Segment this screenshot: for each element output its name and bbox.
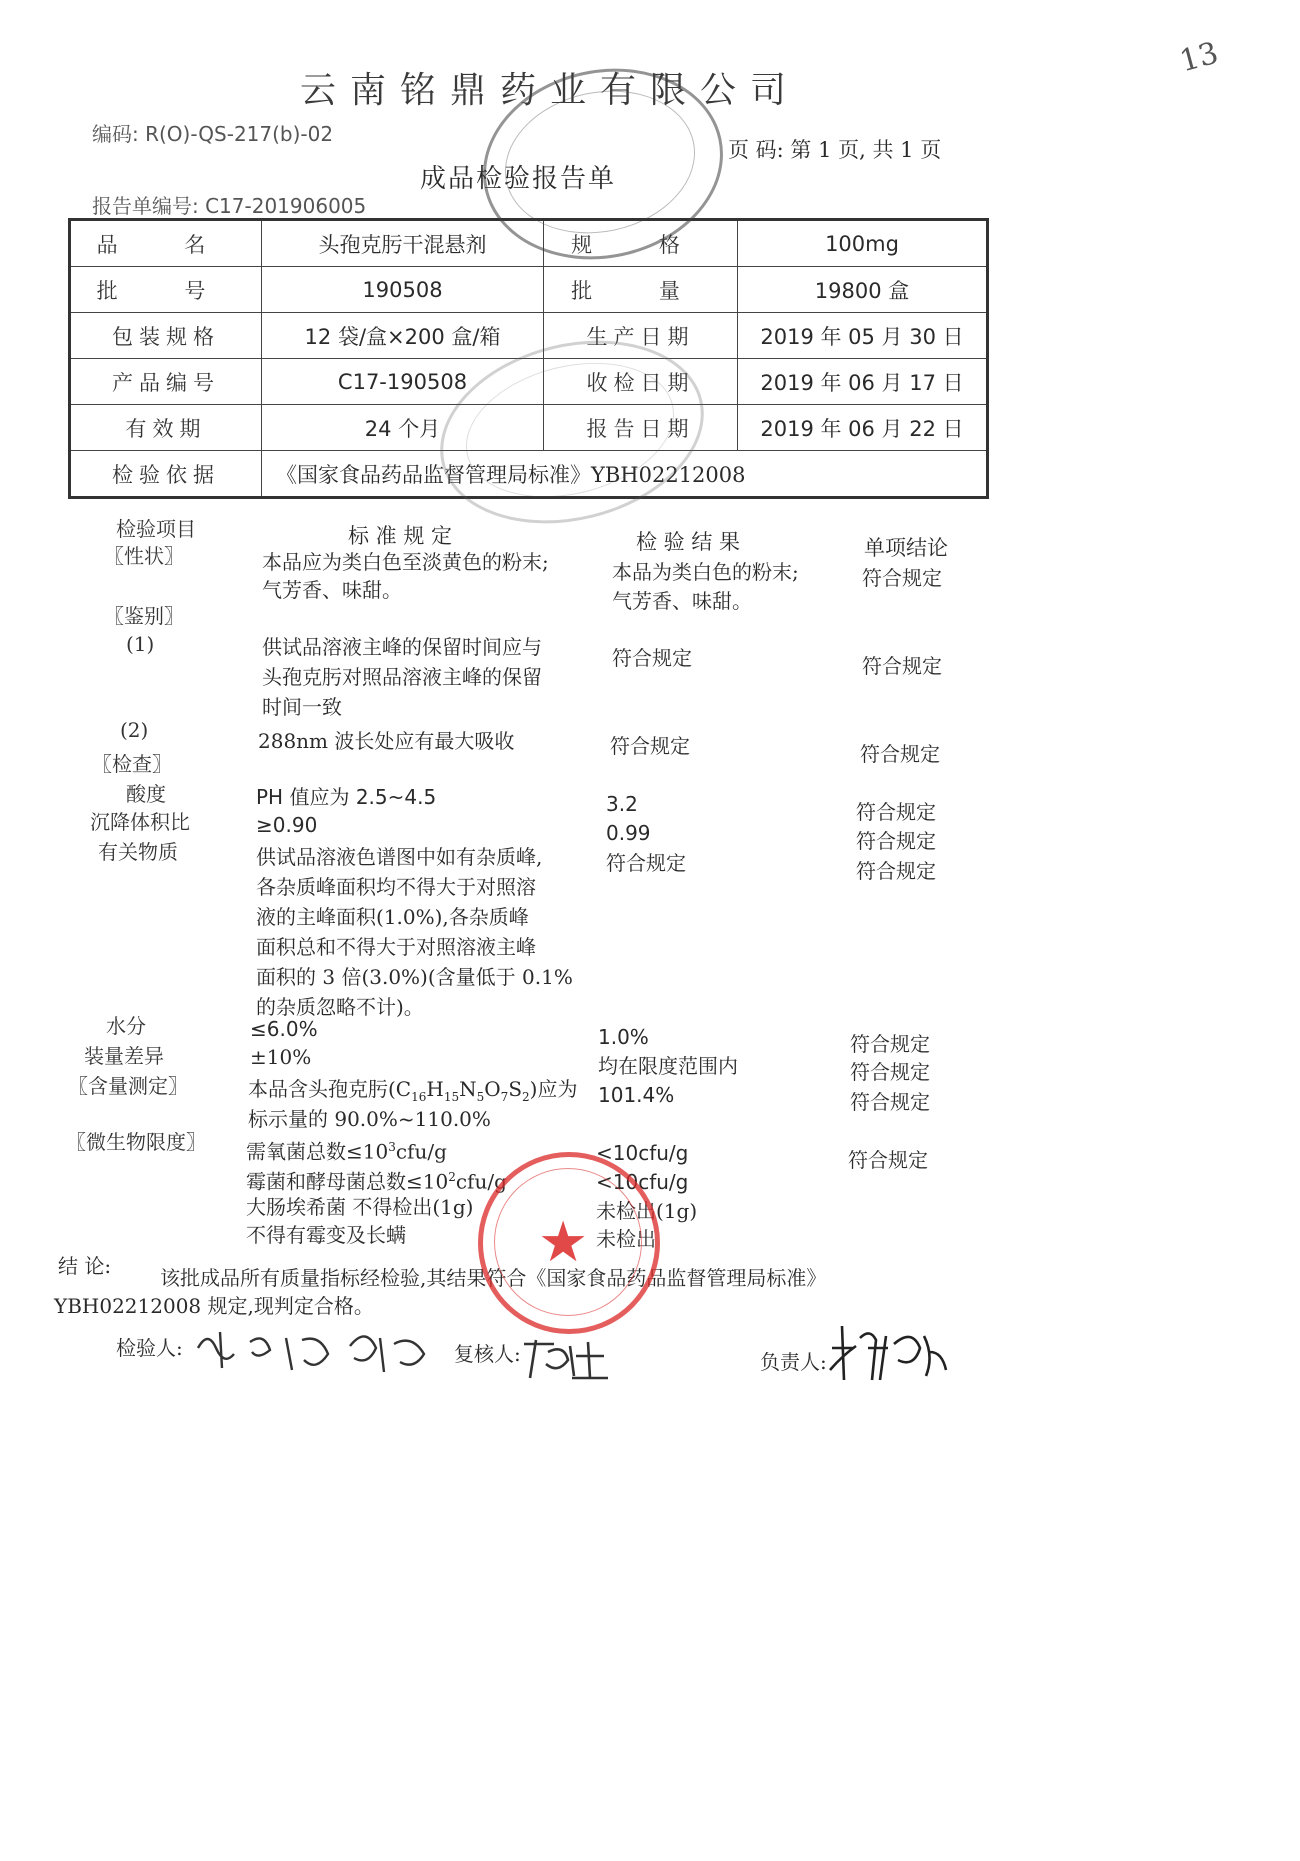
item-assay: 〖含量测定〗 xyxy=(68,1074,188,1098)
item-acidity: 酸度 xyxy=(126,782,166,806)
std-related-3: 液的主峰面积(1.0%),各杂质峰 xyxy=(256,905,529,929)
conclusion-text-2: YBH02212008 规定,现判定合格。 xyxy=(54,1294,374,1318)
exponent: 3 xyxy=(388,1140,396,1154)
table-row xyxy=(70,359,988,405)
std-assay-text-a: 本品含头孢克肟(C xyxy=(248,1077,412,1101)
formula-sub: 5 xyxy=(476,1090,485,1104)
std-related-1: 供试品溶液色谱图中如有杂质峰, xyxy=(256,845,543,869)
exponent: 2 xyxy=(448,1170,456,1184)
con-fill: 符合规定 xyxy=(850,1060,930,1084)
res-micro-4: 未检出 xyxy=(596,1227,656,1251)
report-date-value: 2019 年 06 月 22 日 xyxy=(738,405,988,451)
std-sediment: ≥0.90 xyxy=(256,813,318,837)
conclusion-label: 结 论: xyxy=(58,1254,112,1278)
formula-sub: 16 xyxy=(411,1090,427,1104)
std-related-5: 面积的 3 倍(3.0%)(含量低于 0.1% xyxy=(256,965,573,989)
batch-label: 批 号 xyxy=(70,267,262,313)
column-header-result: 检 验 结 果 xyxy=(636,530,741,554)
reviewer-label: 复核人: xyxy=(454,1342,521,1366)
package-label: 包装规格 xyxy=(70,313,262,359)
company-name: 云南铭鼎药业有限公司 xyxy=(299,70,800,111)
star-icon: ★ xyxy=(538,1210,589,1275)
std-micro-3: 大肠埃希菌 不得检出(1g) xyxy=(246,1195,474,1219)
con-water: 符合规定 xyxy=(850,1032,930,1056)
res-micro-2: <10cfu/g xyxy=(596,1170,689,1194)
product-name-label: 品 名 xyxy=(70,220,262,267)
std-micro-4: 不得有霉变及长螨 xyxy=(246,1223,406,1247)
manager-signature xyxy=(826,1318,952,1388)
std-micro-1-b: cfu/g xyxy=(395,1139,447,1164)
item-sediment: 沉降体积比 xyxy=(90,810,190,834)
product-code-value: C17-190508 xyxy=(262,359,544,405)
package-value: 12 袋/盒×200 盒/箱 xyxy=(262,313,544,359)
quantity-value: 19800 盒 xyxy=(738,267,988,313)
std-assay-2: 标示量的 90.0%~110.0% xyxy=(248,1107,491,1131)
std-id1-2: 头孢克肟对照品溶液主峰的保留 xyxy=(262,665,542,689)
spec-label: 规 格 xyxy=(544,220,738,267)
report-date-label: 报告日期 xyxy=(544,405,738,451)
std-micro-2-a: 霉菌和酵母菌总数≤10 xyxy=(246,1169,449,1194)
item-check: 〖检查〗 xyxy=(92,752,172,776)
column-header-item: 检验项目 xyxy=(116,517,196,541)
reviewer-signature xyxy=(518,1332,614,1386)
res-water: 1.0% xyxy=(598,1025,649,1049)
std-micro-1-a: 需氧菌总数≤10 xyxy=(246,1139,389,1164)
manager-label: 负责人: xyxy=(760,1350,827,1374)
item-water: 水分 xyxy=(106,1014,146,1038)
std-water: ≤6.0% xyxy=(250,1017,318,1041)
table-row xyxy=(70,220,988,267)
validity-label: 有效期 xyxy=(70,405,262,451)
std-acidity: PH 值应为 2.5~4.5 xyxy=(256,785,437,809)
res-assay: 101.4% xyxy=(598,1083,675,1107)
res-id1: 符合规定 xyxy=(612,646,692,670)
item-microbial: 〖微生物限度〗 xyxy=(66,1130,206,1154)
std-appearance-2: 气芳香、味甜。 xyxy=(262,578,402,602)
std-id1-1: 供试品溶液主峰的保留时间应与 xyxy=(262,635,542,659)
handwritten-page-mark: 13 xyxy=(1176,35,1223,80)
std-assay-text-b: )应为 xyxy=(529,1077,578,1101)
basis-value: 《国家食品药品监督管理局标准》YBH02212008 xyxy=(262,451,988,498)
formula-sub: 2 xyxy=(522,1090,530,1104)
page-number: 页 码: 第 1 页, 共 1 页 xyxy=(728,138,942,162)
product-info-table xyxy=(68,218,989,499)
con-acidity: 符合规定 xyxy=(856,800,936,824)
con-micro: 符合规定 xyxy=(848,1148,928,1172)
inspector-label: 检验人: xyxy=(116,1336,183,1360)
batch-value: 190508 xyxy=(262,267,544,313)
res-appearance-2: 气芳香、味甜。 xyxy=(612,589,752,613)
report-number: 报告单编号: C17-201906005 xyxy=(92,194,367,218)
formula-element: O xyxy=(484,1077,501,1101)
table-row xyxy=(70,405,988,451)
item-fill-variation: 装量差异 xyxy=(84,1044,164,1068)
std-appearance-1: 本品应为类白色至淡黄色的粉末; xyxy=(262,550,549,574)
res-appearance-1: 本品为类白色的粉末; xyxy=(612,560,799,584)
product-name-value: 头孢克肟干混悬剂 xyxy=(262,220,544,267)
product-code-label: 产品编号 xyxy=(70,359,262,405)
manufacture-date-value: 2019 年 05 月 30 日 xyxy=(738,313,988,359)
res-sediment: 0.99 xyxy=(606,821,651,845)
item-identification-2: (2) xyxy=(120,718,149,742)
item-identification: 〖鉴别〗 xyxy=(104,604,184,628)
receive-date-value: 2019 年 06 月 17 日 xyxy=(738,359,988,405)
formula-sub: 7 xyxy=(500,1090,509,1104)
res-fill: 均在限度范围内 xyxy=(598,1054,738,1078)
formula-element: N xyxy=(459,1077,477,1101)
basis-label: 检验依据 xyxy=(70,451,262,498)
std-micro-2-b: cfu/g xyxy=(455,1169,507,1194)
column-header-conclusion: 单项结论 xyxy=(864,536,948,560)
std-related-4: 面积总和不得大于对照溶液主峰 xyxy=(256,935,536,959)
quantity-label: 批 量 xyxy=(544,267,738,313)
validity-value: 24 个月 xyxy=(262,405,544,451)
std-id1-3: 时间一致 xyxy=(262,695,342,719)
con-sediment: 符合规定 xyxy=(856,829,936,853)
formula-sub: 15 xyxy=(443,1090,460,1104)
receive-date-label: 收检日期 xyxy=(544,359,738,405)
table-row xyxy=(70,313,988,359)
std-related-6: 的杂质忽略不计)。 xyxy=(256,995,424,1019)
res-related: 符合规定 xyxy=(606,851,686,875)
table-row xyxy=(70,267,988,313)
res-micro-3: 未检出(1g) xyxy=(596,1199,698,1223)
res-id2: 符合规定 xyxy=(610,734,690,758)
con-id2: 符合规定 xyxy=(860,742,940,766)
res-micro-1: <10cfu/g xyxy=(596,1141,689,1165)
std-fill: ±10% xyxy=(250,1045,312,1069)
con-related: 符合规定 xyxy=(856,859,936,883)
item-related-substances: 有关物质 xyxy=(98,840,178,864)
item-identification-1: (1) xyxy=(126,632,155,656)
manufacture-date-label: 生产日期 xyxy=(544,313,738,359)
table-row xyxy=(70,451,988,498)
spec-value: 100mg xyxy=(738,220,988,267)
con-appearance: 符合规定 xyxy=(862,566,942,590)
document-code: 编码: R(O)-QS-217(b)-02 xyxy=(92,122,334,146)
con-id1: 符合规定 xyxy=(862,654,942,678)
con-assay: 符合规定 xyxy=(850,1090,930,1114)
inspector-signatures xyxy=(190,1318,440,1380)
formula-element: H xyxy=(426,1077,444,1101)
std-id2: 288nm 波长处应有最大吸收 xyxy=(258,729,515,753)
document-title: 成品检验报告单 xyxy=(420,164,617,194)
conclusion-text-1: 该批成品所有质量指标经检验,其结果符合《国家食品药品监督管理局标准》 xyxy=(160,1266,827,1290)
formula-element: S xyxy=(508,1077,523,1101)
res-acidity: 3.2 xyxy=(606,792,638,816)
column-header-standard: 标 准 规 定 xyxy=(348,524,453,548)
item-appearance: 〖性状〗 xyxy=(104,544,184,568)
std-related-2: 各杂质峰面积均不得大于对照溶 xyxy=(256,875,536,899)
